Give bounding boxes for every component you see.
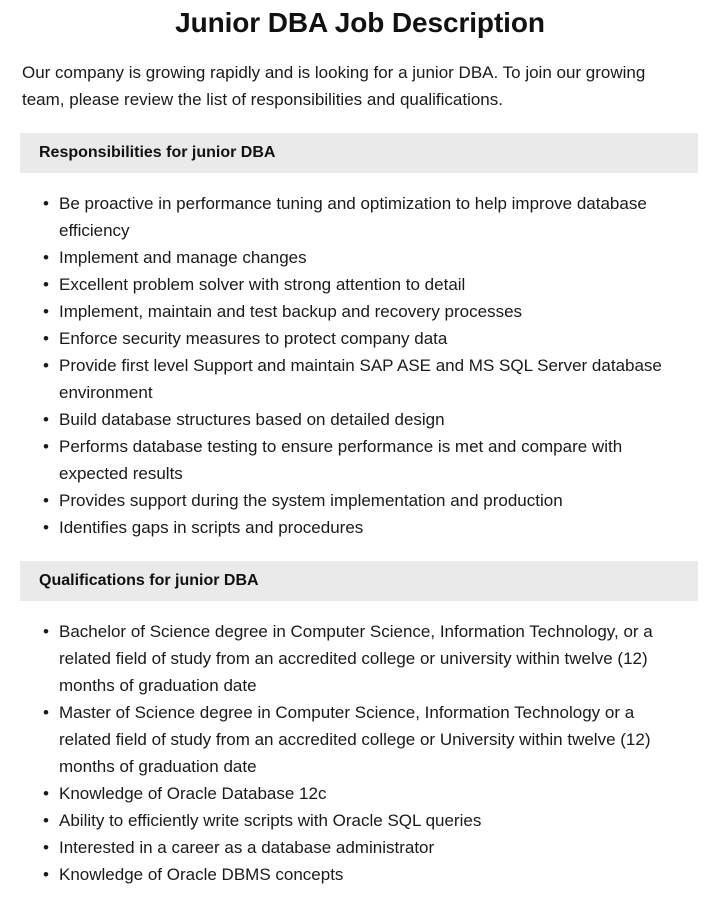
- list-item-label: Implement, maintain and test backup and recovery processes: [59, 302, 523, 321]
- list-item: [0, 325, 720, 352]
- list-item-label: Master of Science degree in Computer Science, Information Technology or a related field of study from an accredited college or University within twelve (12) months of graduation date: [59, 703, 651, 776]
- list-item-label: Provides support during the system implementation and production: [59, 491, 563, 510]
- bullet-icon: •: [43, 329, 49, 348]
- list-item-label: Be proactive in performance tuning and optimization to help improve database efficiency: [59, 194, 647, 240]
- list-item: [0, 618, 720, 699]
- list-item: [0, 190, 720, 244]
- section-qualifications: [0, 561, 720, 888]
- list-item-label: Knowledge of Oracle DBMS concepts: [59, 865, 344, 884]
- intro-paragraph: Our company is growing rapidly and is looking for a junior DBA. To join our growing team, please review the list of responsibilities and qualifications.: [22, 63, 646, 109]
- list-item-label: Build database structures based on detailed design: [59, 410, 445, 429]
- bullet-icon: •: [43, 811, 49, 830]
- bullet-icon: •: [43, 784, 49, 803]
- list-item-label: Ability to efficiently write scripts with Oracle SQL queries: [59, 811, 482, 830]
- bullet-icon: •: [43, 194, 49, 213]
- list-item: [0, 699, 720, 780]
- bullet-icon: •: [43, 248, 49, 267]
- list-item: [0, 807, 720, 834]
- section-header-responsibilities: [20, 133, 698, 173]
- bullet-icon: •: [43, 437, 49, 456]
- list-item: [0, 271, 720, 298]
- bullet-icon: •: [43, 356, 49, 375]
- bullet-icon: •: [43, 703, 49, 722]
- list-item-label: Identifies gaps in scripts and procedures: [59, 518, 364, 537]
- bullet-icon: •: [43, 622, 49, 641]
- section-header-qualifications: [20, 561, 698, 601]
- list-item: [0, 244, 720, 271]
- page-title: Junior DBA Job Description: [175, 7, 545, 38]
- list-item: [0, 861, 720, 888]
- qualifications-list: [0, 618, 720, 888]
- list-item-label: Knowledge of Oracle Database 12c: [59, 784, 327, 803]
- section-header-label-responsibilities: Responsibilities for junior DBA: [39, 144, 276, 161]
- list-item-label: Performs database testing to ensure performance is met and compare with expected results: [59, 437, 623, 483]
- list-item: [0, 487, 720, 514]
- list-item-label: Enforce security measures to protect company data: [59, 329, 448, 348]
- list-item: [0, 780, 720, 807]
- list-item: [0, 298, 720, 325]
- list-item-label: Interested in a career as a database administrator: [59, 838, 435, 857]
- list-item: [0, 514, 720, 541]
- bullet-icon: •: [43, 275, 49, 294]
- list-item: [0, 433, 720, 487]
- list-item-label: Bachelor of Science degree in Computer Science, Information Technology, or a related field of study from an accredited college or university within twelve (12) months of graduation date: [59, 622, 653, 695]
- bullet-icon: •: [43, 838, 49, 857]
- responsibilities-list: [0, 190, 720, 541]
- list-item-label: Provide first level Support and maintain SAP ASE and MS SQL Server database environment: [59, 356, 662, 402]
- bullet-icon: •: [43, 302, 49, 321]
- list-item-label: Excellent problem solver with strong attention to detail: [59, 275, 466, 294]
- bullet-icon: •: [43, 491, 49, 510]
- list-item-label: Implement and manage changes: [59, 248, 307, 267]
- list-item: [0, 352, 720, 406]
- bullet-icon: •: [43, 865, 49, 884]
- section-header-label-qualifications: Qualifications for junior DBA: [39, 572, 259, 589]
- bullet-icon: •: [43, 410, 49, 429]
- section-responsibilities: [0, 133, 720, 541]
- list-item: [0, 406, 720, 433]
- list-item: [0, 834, 720, 861]
- bullet-icon: •: [43, 518, 49, 537]
